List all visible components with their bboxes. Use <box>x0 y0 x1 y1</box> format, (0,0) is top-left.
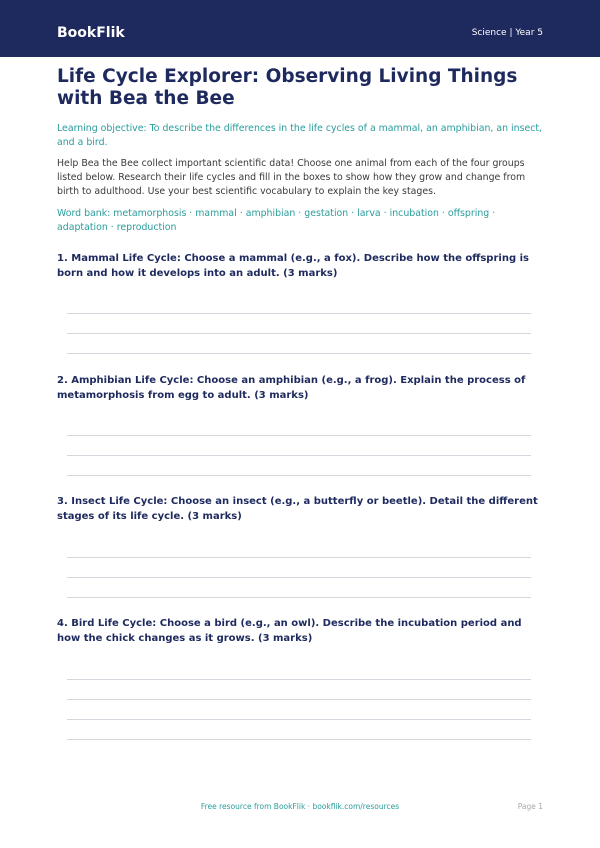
question-1: 1. Mammal Life Cycle: Choose a mammal (e.g., a fox). Describe how the offspring is born and how it develops into an adult. (3 marks) <box>57 253 529 279</box>
answer-line[interactable] <box>67 719 531 720</box>
intro-paragraph: Help Bea the Bee collect important scientific data! Choose one animal from each of the four groups listed below. Research their life cycles and fill in the boxes to show how they grow and change from birth to adulthood. Use your best scientific vocabulary to explain the key stages. <box>57 158 526 197</box>
question-3: 3. Insect Life Cycle: Choose an insect (e.g., a butterfly or beetle). Detail the different stages of its life cycle. (3 marks) <box>57 496 538 522</box>
answer-line[interactable] <box>67 557 531 558</box>
worksheet-title: Life Cycle Explorer: Observing Living Things with Bea the Bee <box>57 66 518 109</box>
answer-line[interactable] <box>67 333 531 334</box>
answer-line[interactable] <box>67 435 531 436</box>
subject-year-label: Science | Year 5 <box>471 28 543 38</box>
learning-objective: Learning objective: To describe the differences in the life cycles of a mammal, an amphibian, an insect, and a bird. <box>57 123 543 148</box>
answer-line[interactable] <box>67 699 531 700</box>
answer-line[interactable] <box>67 577 531 578</box>
word-bank: Word bank: metamorphosis · mammal · amphibian · gestation · larva · incubation · offspring · adaptation · reproduction <box>57 208 496 233</box>
answer-line[interactable] <box>67 679 531 680</box>
answer-line[interactable] <box>67 597 531 598</box>
page-number: Page 1 <box>517 802 543 811</box>
answer-line[interactable] <box>67 455 531 456</box>
question-4: 4. Bird Life Cycle: Choose a bird (e.g., an owl). Describe the incubation period and how the chick changes as it grows. (3 marks) <box>57 618 522 644</box>
footer-source: Free resource from BookFlik · bookflik.com/resources <box>200 802 400 811</box>
answer-line[interactable] <box>67 353 531 354</box>
answer-line[interactable] <box>67 313 531 314</box>
brand-logo: BookFlik <box>57 25 125 41</box>
page-header <box>0 0 600 57</box>
question-2: 2. Amphibian Life Cycle: Choose an amphibian (e.g., a frog). Explain the process of metamorphosis from egg to adult. (3 marks) <box>57 375 526 401</box>
answer-line[interactable] <box>67 739 531 740</box>
answer-line[interactable] <box>67 475 531 476</box>
